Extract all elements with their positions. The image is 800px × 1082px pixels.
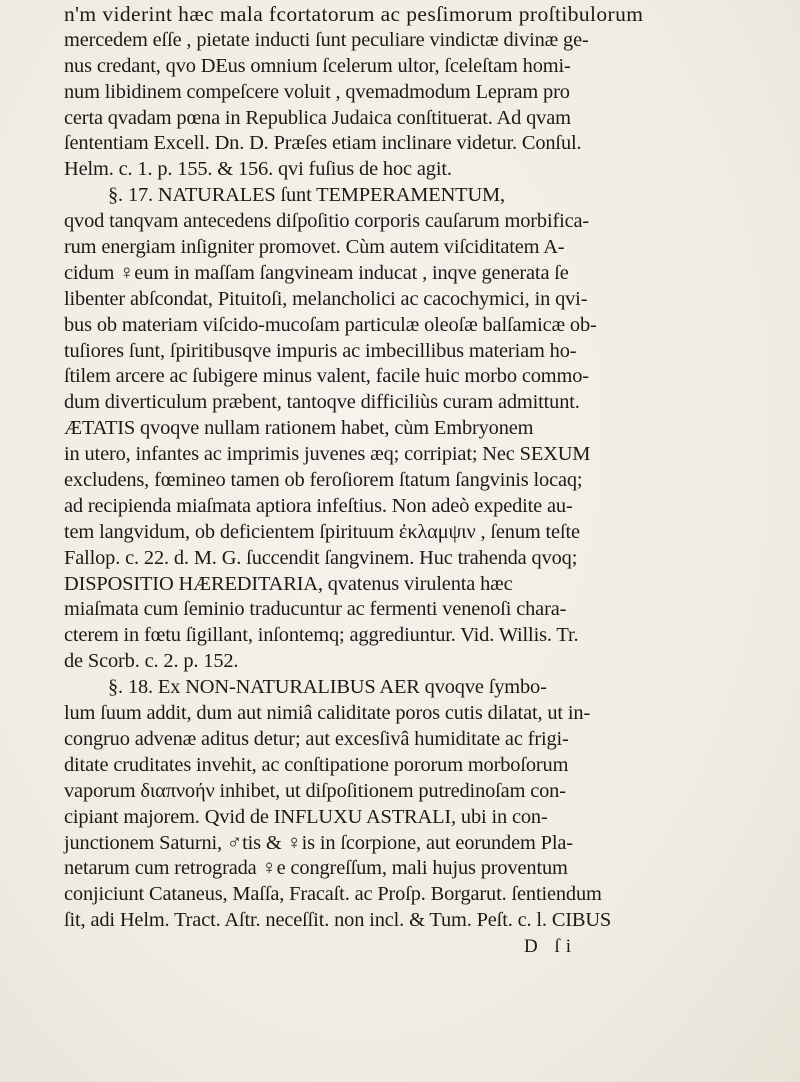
text-line: in utero, infantes ac imprimis juvenes æq; corripiat; Nec SEXUM (64, 443, 591, 466)
text-line: qvod tanqvam antecedens diſpoſitio corporis cauſarum morbifica- (64, 210, 590, 233)
text-line: Helm. c. 1. p. 155. & 156. qvi fuſius de hoc agit. (64, 158, 452, 181)
text-line: conjiciunt Cataneus, Maſſa, Fracaſt. ac Proſp. Borgarut. ſentiendum (64, 883, 602, 906)
text-line: de Scorb. c. 2. p. 152. (64, 650, 239, 673)
text-line: bus ob materiam viſcido-mucoſam particulæ oleoſæ balſamicæ ob- (64, 313, 597, 336)
text-line: vaporum διαπνοήν inhibet, ut diſpoſitionem putredinoſam con- (64, 779, 566, 802)
text-line: ditate cruditates invehit, ac conſtipatione pororum morboſorum (64, 753, 569, 776)
catchword-signature: D ſi (524, 936, 578, 958)
latin-text-block (64, 2, 786, 960)
text-line: tuſiores ſunt, ſpiritibusqve impuris ac imbecillibus materiam ho- (64, 339, 577, 362)
text-line: ſit, adi Helm. Tract. Aſtr. neceſſit. non incl. & Tum. Peſt. c. l. CIBUS (64, 909, 612, 932)
text-line: dum diverticulum præbent, tantoqve difficiliùs curam admittunt. (64, 391, 580, 414)
text-line: miaſmata cum ſeminio traducuntur ac fermenti venenoſi chara- (64, 598, 567, 621)
text-line: cipiant majorem. Qvid de INFLUXU ASTRALI, ubi in con- (64, 805, 548, 828)
text-line: ſententiam Excell. Dn. D. Præſes etiam inclinare videtur. Conſul. (64, 132, 582, 155)
text-line: excludens, fœmineo tamen ob feroſiorem ſtatum ſangvinis locaq; (64, 469, 583, 492)
text-line: certa qvadam pœna in Republica Judaica conſtituerat. Ad qvam (64, 106, 571, 129)
section-heading-18: §. 18. Ex NON-NATURALIBUS AER qvoqve ſymbo- (108, 676, 547, 699)
text-line: DISPOSITIO HÆREDITARIA, qvatenus virulenta hæc (64, 572, 513, 595)
section-heading-17: §. 17. NATURALES ſunt TEMPERAMENTUM, (108, 184, 505, 207)
text-line: congruo advenæ aditus detur; aut excesſivâ humiditate ac frigi- (64, 727, 569, 750)
text-line: n'm viderint hæc mala fcortatorum ac pesſimorum proſtibulorum (64, 2, 644, 26)
text-line: tem langvidum, ob deficientem ſpirituum ἐκλαμψιν , ſenum teſte (64, 520, 580, 543)
text-line: ſtilem arcere ac ſubigere minus valent, facile huic morbo commo- (64, 365, 589, 388)
text-line: rum energiam inſigniter promovet. Cùm autem viſciditatem A- (64, 236, 565, 259)
text-line: cterem in fœtu ſigillant, inſontemq; aggrediuntur. Vid. Willis. Tr. (64, 624, 579, 647)
text-line: ad recipienda miaſmata aptiora infeſtius. Non adeò expedite au- (64, 494, 573, 517)
text-line: nus credant, qvo DEus omnium ſcelerum ultor, ſceleſtam homi- (64, 54, 571, 77)
text-line: junctionem Saturni, ♂tis & ♀is in ſcorpione, aut eorundem Pla- (64, 831, 573, 854)
text-line: Fallop. c. 22. d. M. G. ſuccendit ſangvinem. Huc trahenda qvoq; (64, 546, 578, 569)
text-line: num libidinem compeſcere voluit , qvemadmodum Lepram pro (64, 80, 570, 103)
text-line: netarum cum retrograda ♀e congreſſum, mali hujus proventum (64, 857, 568, 880)
text-line: ÆTATIS qvoqve nullam rationem habet, cùm Embryonem (64, 417, 534, 440)
text-line: libenter abſcondat, Pituitoſi, melancholici ac cacochymici, in qvi- (64, 287, 588, 310)
text-line: lum ſuum addit, dum aut nimiâ caliditate poros cutis dilatat, ut in- (64, 702, 591, 725)
text-line: cidum ♀eum in maſſam ſangvineam inducat , inqve generata ſe (64, 261, 569, 284)
text-line: mercedem eſſe , pietate inducti ſunt peculiare vindictæ divinæ ge- (64, 28, 589, 51)
